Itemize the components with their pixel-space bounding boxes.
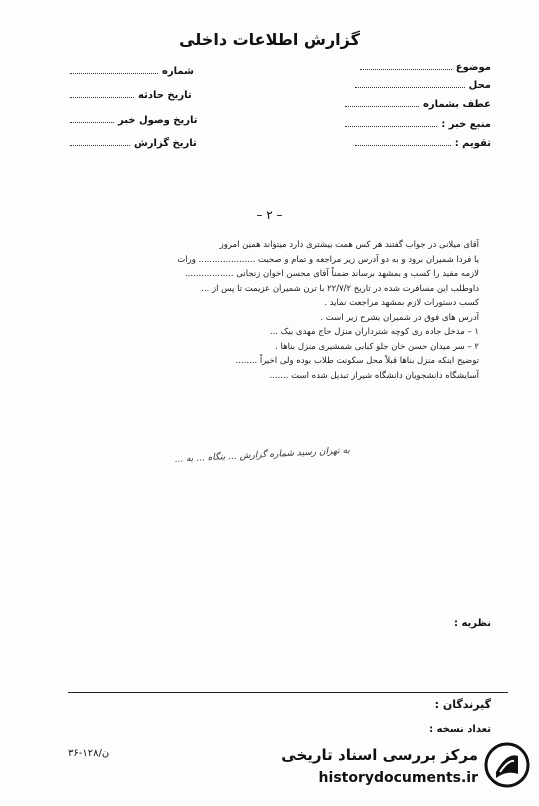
evaluation-field: [355, 138, 491, 149]
watermark-title: مرکز بررسی اسناد تاریخی: [281, 746, 478, 764]
page-title: گزارش اطلاعات داخلی: [179, 30, 360, 49]
page-number: – ۲ –: [256, 208, 283, 222]
received-date-field: [70, 115, 198, 126]
report-body: [79, 238, 479, 383]
report-date-field: [70, 138, 197, 149]
number-field: [70, 66, 194, 77]
incident-date-dotted-line: [70, 96, 134, 98]
archive-logo-icon: [484, 742, 530, 788]
received-date-label: تاریخ وصول خبر: [118, 115, 198, 126]
source-field: [345, 119, 491, 130]
number-label: شماره: [162, 66, 194, 77]
subject-dotted-line: [360, 68, 452, 70]
place-field: [355, 80, 491, 91]
body-line: یا فردا شمیران برود و به دو آدرس زیر مراجعه و تمام و صحبت ..................... ورات: [177, 254, 479, 265]
number-dotted-line: [70, 72, 158, 74]
watermark: [250, 740, 530, 796]
reference-field: [345, 99, 491, 110]
body-line: ۲ – سر میدان حسن خان جلو کبابی شمشیری منزل بناها .: [275, 341, 479, 352]
body-line: آسایشگاه دانشجویان دانشگاه شیراز تبدیل شده است .......: [269, 370, 479, 381]
evaluation-dotted-line: [355, 144, 451, 146]
body-line: آقای میلانی در جواب گفتند هر کس همت بیشتری دارد میتواند همین امروز: [219, 240, 479, 250]
body-line: توضیح اینکه منزل بناها قبلاً محل سکونت طلاب بوده ولی اخیراً ........: [235, 356, 479, 366]
incident-date-field: [70, 90, 192, 101]
body-line: لازمه مفید را کسب و بمشهد برساند ضمناً آقای محسن اخوان زنجانی ..................: [184, 269, 479, 279]
reference-label: عطف بشماره: [422, 99, 491, 110]
evaluation-label: تقویم :: [454, 138, 491, 149]
copies-label: تعداد نسخه :: [429, 724, 491, 735]
received-date-dotted-line: [70, 121, 114, 123]
body-line: ۱ – مدخل جاده ری کوچه شترداران منزل حاج مهدی بیک ...: [269, 327, 479, 337]
source-dotted-line: [345, 125, 437, 127]
watermark-url: historydocuments.ir: [318, 770, 478, 786]
footer-divider: [68, 692, 508, 693]
handwritten-note: به تهران رسید شماره گزارش ... بنگاه ... به ...: [174, 445, 351, 465]
subject-label: موضوع: [455, 62, 491, 73]
body-line: داوطلب این مسافرت شده در تاریخ ۲۲/۷/۲ با ترن شمیران عزیمت تا پس از ...: [201, 283, 479, 294]
body-line: کسب دستورات لازم بمشهد مراجعت نماید .: [324, 298, 479, 308]
document-code: ۳۶-۱۲۸/ن: [68, 748, 110, 759]
subject-field: [360, 62, 491, 73]
recipients-label: گیرندگان :: [434, 698, 491, 711]
opinion-label: نظریه :: [453, 618, 491, 629]
place-dotted-line: [355, 86, 465, 88]
body-line: آدرس های فوق در شمیران بشرح زیر است .: [320, 312, 479, 323]
reference-dotted-line: [345, 105, 419, 107]
source-label: منبع خبر :: [441, 119, 491, 130]
report-date-dotted-line: [70, 144, 130, 146]
place-label: محل: [468, 80, 491, 91]
report-date-label: تاریخ گزارش: [134, 138, 197, 149]
incident-date-label: تاریخ حادثه: [138, 90, 192, 101]
